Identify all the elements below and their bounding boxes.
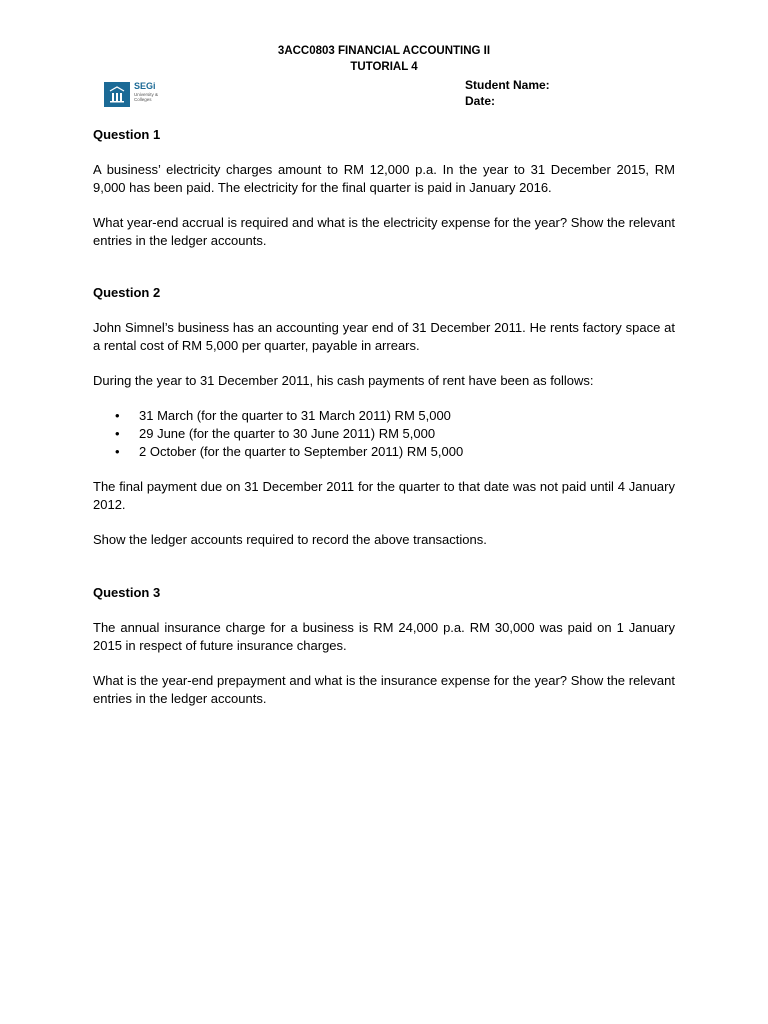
course-title: 3ACC0803 FINANCIAL ACCOUNTING II	[277, 45, 491, 57]
segi-logo-icon	[104, 82, 130, 107]
student-name-label: Student Name:	[465, 78, 550, 92]
question-2-text: John Simnel’s business has an accounting year end of 31 December 2011. He rents factory space at a rental cost of RM 5,000 per quarter, payable in arrears.	[93, 320, 675, 353]
rent-payments-list	[93, 407, 675, 461]
logo-brand: SEGi	[134, 81, 156, 91]
question-2-task: Show the ledger accounts required to record the above transactions.	[93, 532, 487, 547]
questions-body	[93, 126, 675, 708]
date-label: Date:	[465, 94, 496, 108]
list-item	[115, 443, 675, 461]
question-2-final-payment: The final payment due on 31 December 2011 for the quarter to that date was not paid until 4 January 2012.	[93, 479, 675, 512]
list-item	[115, 425, 675, 443]
question-1-heading: Question 1	[93, 127, 161, 142]
list-item-text: 2 October (for the quarter to September 2011) RM 5,000	[139, 444, 464, 459]
question-1-task: What year-end accrual is required and what is the electricity expense for the year? Show the relevant entries in the ledger accounts.	[93, 215, 675, 248]
logo-subtitle: University & Colleges	[134, 92, 159, 102]
question-3-text: The annual insurance charge for a business is RM 24,000 p.a. RM 30,000 was paid on 1 January 2015 in respect of future insurance charges.	[93, 620, 675, 653]
list-item-text: 29 June (for the quarter to 30 June 2011) RM 5,000	[139, 426, 436, 441]
question-2-heading: Question 2	[93, 285, 161, 300]
question-2-intro: During the year to 31 December 2011, his cash payments of rent have been as follows:	[93, 373, 594, 388]
list-item-text: 31 March (for the quarter to 31 March 2011) RM 5,000	[139, 408, 451, 423]
bullet-icon: •	[115, 444, 120, 459]
segi-logo	[104, 81, 170, 109]
question-1-text: A business’ electricity charges amount to RM 12,000 p.a. In the year to 31 December 2015, RM 9,000 has been paid. The electricity for the final quarter is paid in January 2016.	[93, 162, 675, 195]
tutorial-title: TUTORIAL 4	[350, 61, 418, 73]
question-3-task: What is the year-end prepayment and what is the insurance expense for the year? Show the relevant entries in the ledger accounts.	[93, 673, 675, 706]
list-item	[115, 407, 675, 425]
bullet-icon: •	[115, 426, 120, 441]
question-3-heading: Question 3	[93, 585, 161, 600]
bullet-icon: •	[115, 408, 120, 423]
